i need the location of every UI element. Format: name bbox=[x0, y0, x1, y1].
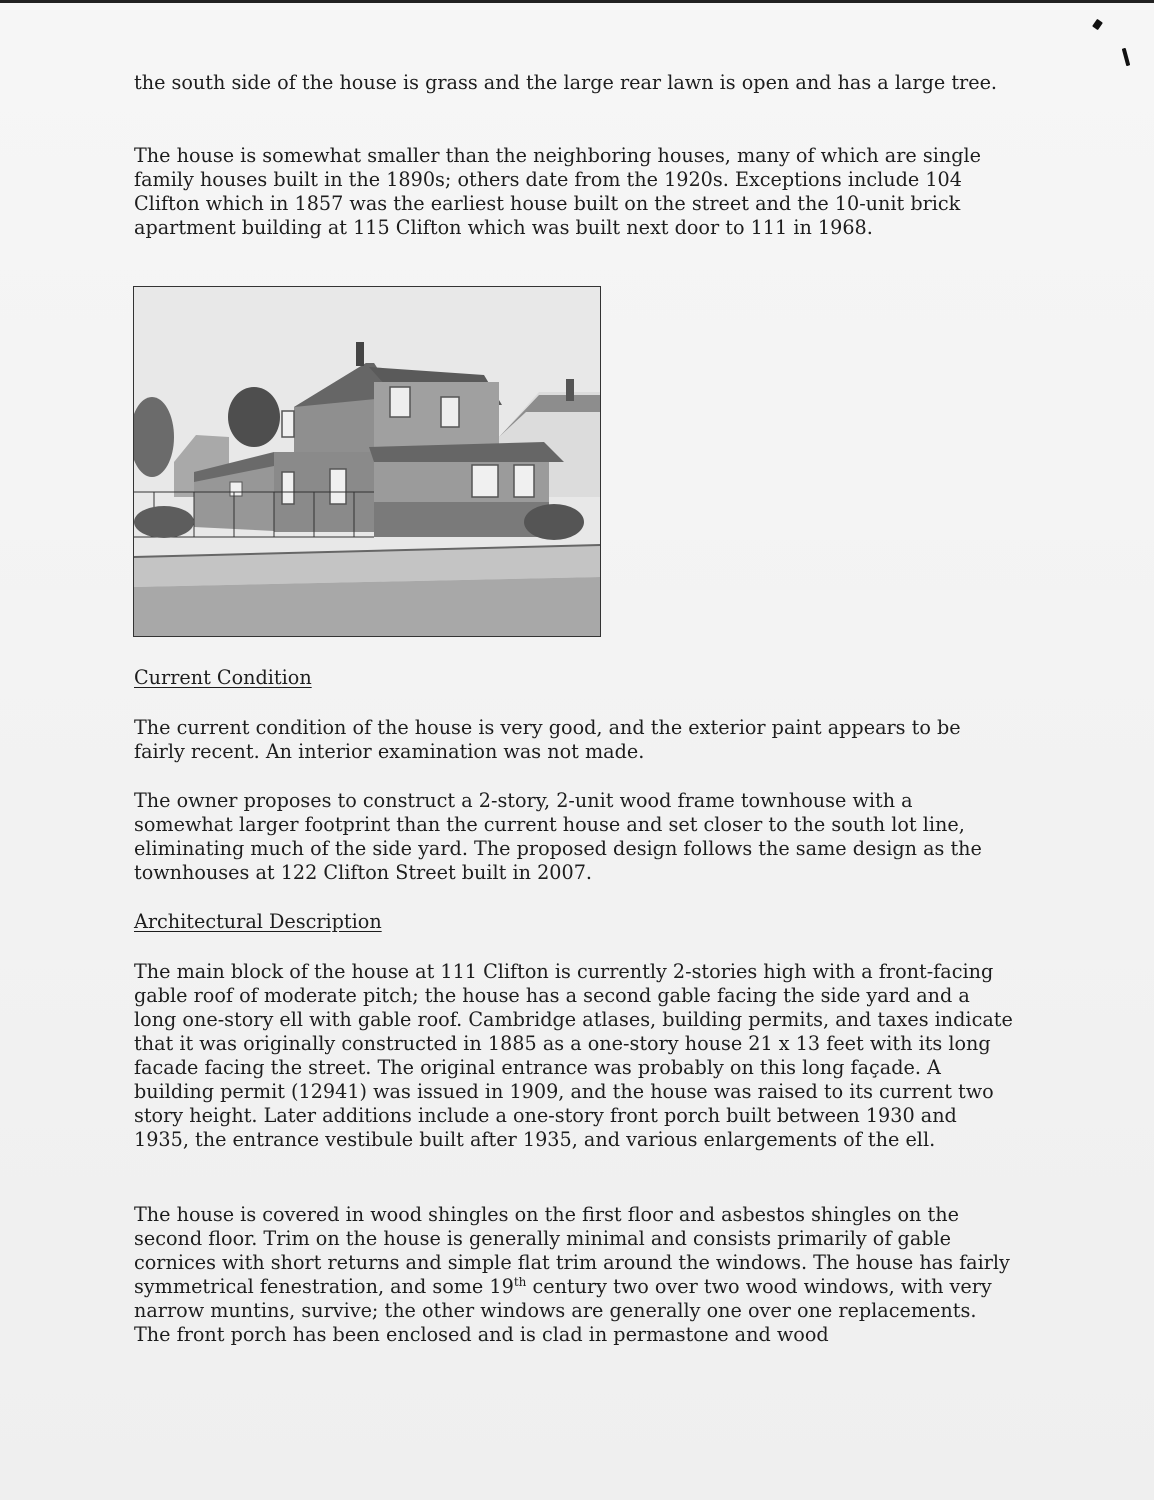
heading-architectural-description: Architectural Description bbox=[134, 910, 382, 933]
paragraph-current-condition: The current condition of the house is very good, and the exterior paint appears to be fairly recent. An interior examination was not made. bbox=[134, 716, 961, 763]
heading-current-condition: Current Condition bbox=[134, 666, 312, 689]
paragraph-materials bbox=[134, 1203, 1014, 1347]
paragraph-materials-part2: century two over two wood windows, with very narrow muntins, survive; the other windows are generally one over one replacements. The front porch has been enclosed and is clad in permastone and wood bbox=[134, 1275, 992, 1346]
scan-mark bbox=[1092, 19, 1103, 30]
paragraph-neighboring-houses: The house is somewhat smaller than the neighboring houses, many of which are single family houses built in the 1890s; others date from the 1920s. Exceptions include 104 Clifton which in 1857 was the earliest house built on the street and the 10-unit brick apartment building at 115 Clifton which was built next door to 111 in 1968. bbox=[134, 144, 981, 239]
paragraph-materials-part1: The house is covered in wood shingles on the first floor and asbestos shingles on the second floor. Trim on the house is generally minimal and consists primarily of gable cornices with short returns and simple flat trim around the windows. The house has fairly symmetrical fenestration, and some 19 bbox=[134, 1203, 1010, 1298]
scan-mark bbox=[1122, 48, 1131, 66]
paragraph-main-block: The main block of the house at 111 Clifton is currently 2-stories high with a front-facing gable roof of moderate pitch; the house has a second gable facing the side yard and a long one-story ell with gable roof. Cambridge atlases, building permits, and taxes indicate that it was originally constructed in 1885 as a one-story house 21 x 13 feet with its long facade facing the street. The original entrance was probably on this long façade. A building permit (12941) was issued in 1909, and the house was raised to its current two story height. Later additions include a one-story front porch built between 1930 and 1935, the entrance vestibule built after 1935, and various enlargements of the ell. bbox=[134, 960, 1013, 1151]
paragraph-side-yard: the south side of the house is grass and the large rear lawn is open and has a large tree. bbox=[134, 71, 998, 94]
house-photo bbox=[133, 286, 601, 637]
scan-edge bbox=[0, 0, 1154, 3]
ordinal-suffix: th bbox=[513, 1275, 527, 1289]
paragraph-proposal: The owner proposes to construct a 2-story, 2-unit wood frame townhouse with a somewhat larger footprint than the current house and set closer to the south lot line, eliminating much of the side yard. The proposed design follows the same design as the townhouses at 122 Clifton Street built in 2007. bbox=[134, 789, 982, 884]
